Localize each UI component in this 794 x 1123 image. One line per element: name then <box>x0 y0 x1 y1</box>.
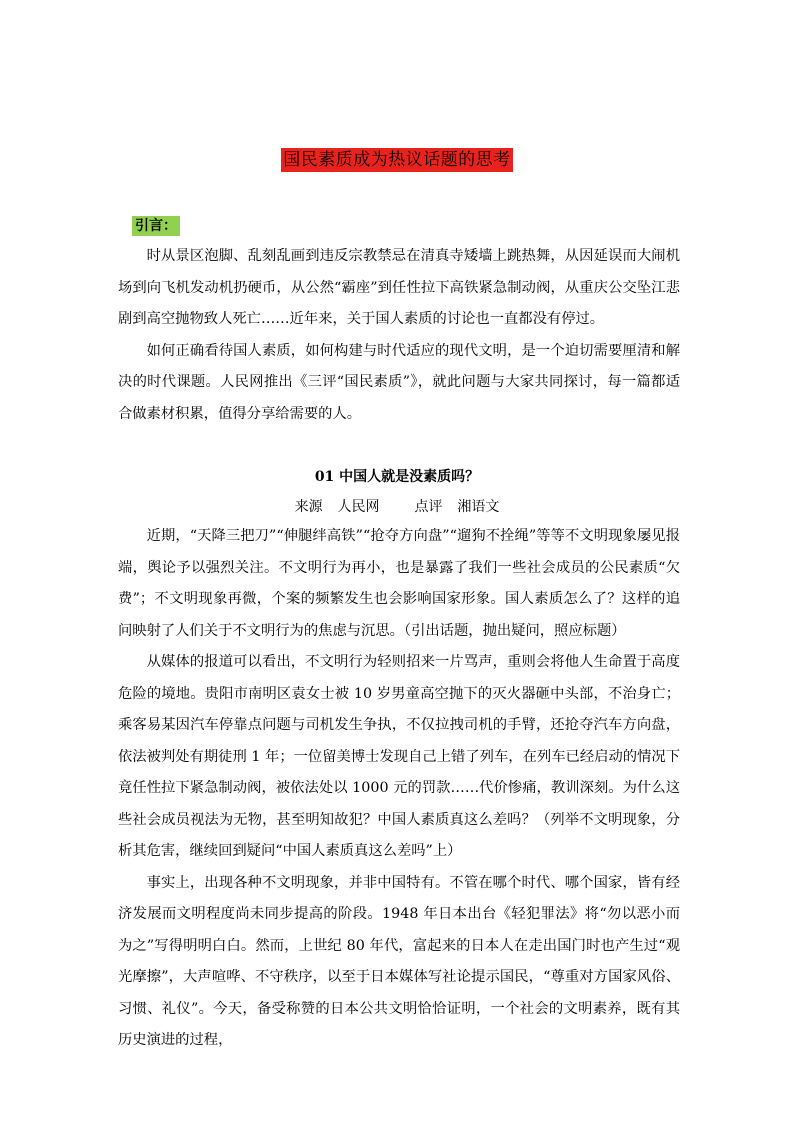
article-source-line <box>0 496 794 518</box>
article-body <box>118 521 680 1057</box>
article-paragraph: 从媒体的报道可以看出，不文明行为轻则招来一片骂声，重则会将他人生命置于高度危险的境地。贵阳市南明区袁女士被 10 岁男童高空抛下的灭火器砸中头部，不治身亡；乘客易某因汽车停靠点问题与司机发生争执，不仅拉拽司机的手臂，还抢夺汽车方向盘，依法被判处有期徒刑 1 年；一位留美博士发现自己上错了列车，在列车已经启动的情况下竟任性拉下紧急制动阀，被依法处以 1000 元的罚款……代价惨痛，教训深刻。为什么这些社会成员视法为无物，甚至明知故犯？中国人素质真这么差吗？（列举不文明现象，分析其危害，继续回到疑问“中国人素质真这么差吗”上） <box>118 654 680 859</box>
intro-paragraph: 如何正确看待国人素质，如何构建与时代适应的现代文明，是一个迫切需要厘清和解决的时代课题。人民网推出《三评“国民素质”》，就此问题与大家共同探讨，每一篇都适合做素材积累，值得分享给需要的人。 <box>118 342 680 422</box>
intro-label: 引言： <box>132 216 180 236</box>
comment-value: 湘语文 <box>457 499 500 515</box>
intro-paragraph: 时从景区泡脚、乱刻乱画到违反宗教禁忌在清真寺矮墙上跳热舞，从因延误而大闹机场到向飞机发动机扔硬币，从公然“霸座”到任性拉下高铁紧急制动阀，从重庆公交坠江悲剧到高空抛物致人死亡……近年来，关于国人素质的讨论也一直都没有停过。 <box>118 248 680 327</box>
source-value: 人民网 <box>337 499 380 515</box>
article-paragraph: 近期，“天降三把刀”“伸腿绊高铁”“抢夺方向盘”“遛狗不拴绳”等等不文明现象屡见报端，舆论予以强烈关注。不文明行为再小，也是暴露了我们一些社会成员的公民素质“欠费”；不文明现象再微，个案的频繁发生也会影响国家形象。国人素质怎么了？这样的追问映射了人们关于不文明行为的焦虑与沉思。（引出话题，抛出疑问，照应标题） <box>118 528 680 639</box>
article-paragraph: 事实上，出现各种不文明现象，并非中国特有。不管在哪个时代、哪个国家，皆有经济发展而文明程度尚未同步提高的阶段。1948 年日本出台《轻犯罪法》将“勿以恶小而为之”写得明明白白。然而，上世纪 80 年代，富起来的日本人在走出国门时也产生过“观光摩擦”，大声喧哗、不守秩序，以至于日本媒体写社论提示国民，“尊重对方国家风俗、习惯、礼仪”。今天，备受称赞的日本公共文明恰恰证明，一个社会的文明素养，既有其历史演进的过程， <box>118 874 680 1048</box>
title-row <box>0 148 794 172</box>
intro-section <box>118 241 680 430</box>
comment-label: 点评 <box>414 499 443 515</box>
article-heading: 01 中国人就是没素质吗？ <box>314 469 480 485</box>
source-label: 来源 <box>294 499 323 515</box>
document-title: 国民素质成为热议话题的思考 <box>283 150 511 170</box>
